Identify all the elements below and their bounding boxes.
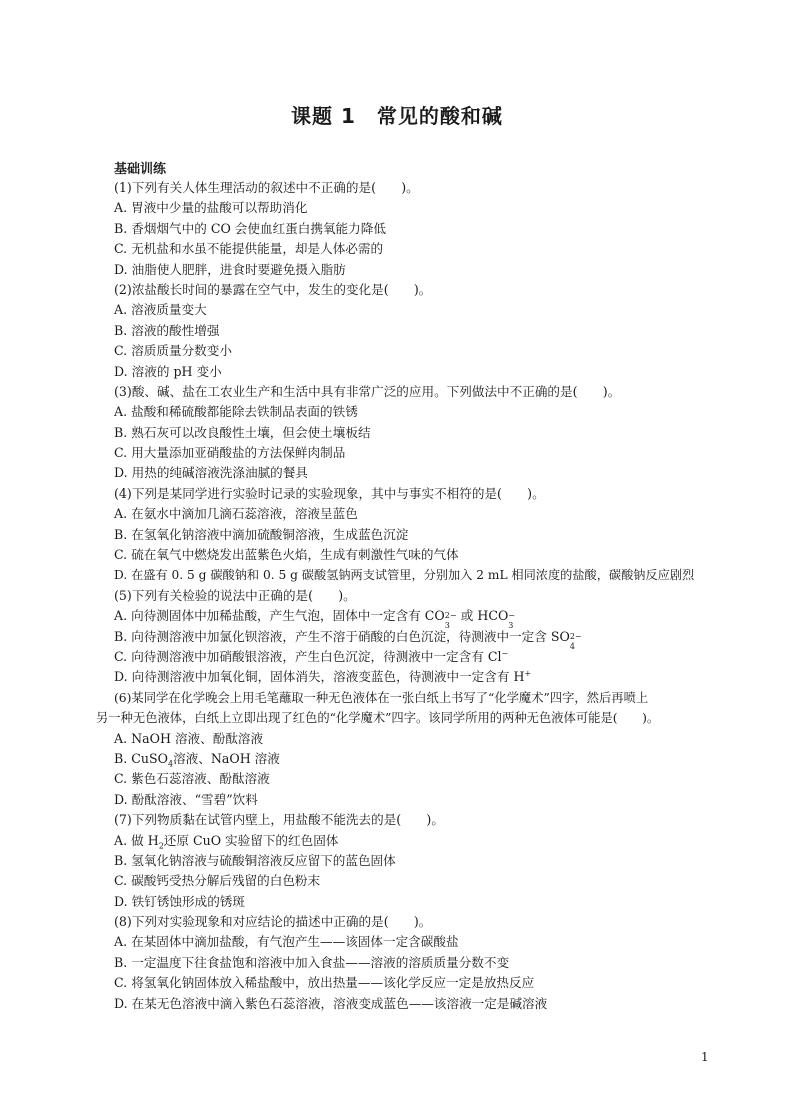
- superscript: −: [501, 648, 509, 658]
- option-8a: A. 在某固体中滴加盐酸，有气泡产生——该固体一定含碳酸盐: [114, 934, 459, 950]
- superscript: +: [524, 669, 532, 679]
- option-5a: A. 向待测固体中加稀盐酸，产生气泡，固体中一定含有 CO 2− 3 或 HCO − 3: [114, 608, 515, 631]
- option-6c: C. 紫色石蕊溶液、酚酞溶液: [114, 771, 270, 787]
- question-6-stem-line1: (6)某同学在化学晚会上用毛笔蘸取一种无色液体在一张白纸上书写了“化学魔术”四字，然后再喷上: [114, 690, 649, 705]
- option-2a: A. 溶液质量变大: [114, 302, 207, 318]
- option-8c: C. 将氢氧化钠固体放入稀盐酸中，放出热量——该化学反应一定是放热反应: [114, 975, 535, 991]
- option-5b: B. 向待测溶液中加氯化钡溶液，产生不溶于硝酸的白色沉淀，待测液中一定含 SO 2− 4: [114, 628, 582, 651]
- option-1c: C. 无机盐和水虽不能提供能量，却是人体必需的: [114, 241, 384, 257]
- option-4b: B. 在氢氧化钠溶液中滴加硫酸铜溶液，生成蓝色沉淀: [114, 526, 409, 542]
- option-3b: B. 熟石灰可以改良酸性土壤，但会使土壤板结: [114, 424, 371, 440]
- option-1b: B. 香烟烟气中的 CO 会使血红蛋白携氧能力降低: [114, 220, 386, 236]
- option-7a-rest: 还原 CuO 实验留下的红色固体: [163, 832, 339, 848]
- option-7a: [114, 831, 714, 851]
- question-6-stem-line2: 另一种无色液体，白纸上立即出现了红色的“化学魔术”四字。该同学所用的两种无色液体可能是( )。: [96, 711, 660, 726]
- section-heading: 基础训练: [114, 162, 167, 177]
- option-4a: A. 在氨水中滴加几滴石蕊溶液，溶液呈蓝色: [114, 506, 358, 522]
- option-5c: [114, 647, 714, 667]
- option-6a: A. NaOH 溶液、酚酞溶液: [114, 730, 264, 746]
- subscript: 2: [158, 841, 164, 851]
- question-5-stem: (5)下列有关检验的说法中正确的是( )。: [114, 587, 356, 603]
- option-6b: [114, 749, 714, 769]
- option-7c: C. 碳酸钙受热分解后残留的白色粉末: [114, 873, 321, 889]
- option-5d-text: D. 向待测溶液中加氧化铜，固体消失，溶液变蓝色，待测液中一定含有 H: [114, 669, 525, 685]
- question-4-stem: (4)下列是某同学进行实验时记录的实验现象，其中与事实不相符的是( )。: [114, 485, 545, 501]
- option-8b: B. 一定温度下往食盐饱和溶液中加入食盐——溶液的溶质质量分数不变: [114, 954, 510, 970]
- option-7b: B. 氢氧化钠溶液与硫酸铜溶液反应留下的蓝色固体: [114, 852, 396, 868]
- option-3a: A. 盐酸和稀硫酸都能除去铁制品表面的铁锈: [114, 404, 358, 420]
- option-6b-prefix: B. CuSO: [114, 750, 168, 766]
- option-2c: C. 溶质质量分数变小: [114, 343, 232, 359]
- page-title: 课题 1 常见的酸和碱: [291, 104, 503, 128]
- option-6d: D. 酚酞溶液、“雪碧”饮料: [114, 791, 258, 807]
- question-2-stem: (2)浓盐酸长时间的暴露在空气中，发生的变化是( )。: [114, 281, 432, 297]
- option-7d: D. 铁钉锈蚀形成的锈斑: [114, 893, 245, 909]
- option-2b: B. 溶液的酸性增强: [114, 322, 220, 338]
- option-7a-prefix: A. 做 H: [114, 832, 159, 848]
- option-5d: [114, 667, 714, 687]
- option-5c-text: C. 向待测溶液中加硝酸银溶液，产生白色沉淀，待测液中一定含有 Cl: [114, 648, 502, 664]
- option-1a: A. 胃液中少量的盐酸可以帮助消化: [114, 200, 308, 216]
- question-3-stem: (3)酸、碱、盐在工农业生产和生活中具有非常广泛的应用。下列做法中不正确的是( )。: [114, 383, 621, 399]
- option-5a-mid: 或 HCO: [456, 608, 509, 624]
- page-number: 1: [701, 1050, 709, 1064]
- subscript: 4: [167, 759, 174, 769]
- question-8-stem: (8)下列对实验现象和对应结论的描述中正确的是( )。: [114, 914, 432, 930]
- option-6b-rest: 溶液、NaOH 溶液: [173, 750, 280, 766]
- option-2d: D. 溶液的 pH 变小: [114, 363, 222, 379]
- question-1-stem: (1)下列有关人体生理活动的叙述中不正确的是( )。: [114, 180, 419, 195]
- option-3c: C. 用大量添加亚硝酸盐的方法保鲜肉制品: [114, 445, 346, 461]
- option-8d: D. 在某无色溶液中滴入紫色石蕊溶液，溶液变成蓝色——该溶液一定是碱溶液: [114, 995, 548, 1011]
- option-5b-text: B. 向待测溶液中加氯化钡溶液，产生不溶于硝酸的白色沉淀，待测液中一定含 SO: [114, 628, 570, 644]
- question-7-stem: (7)下列物质黏在试管内壁上，用盐酸不能洗去的是( )。: [114, 812, 444, 828]
- option-4c: C. 硫在氧气中燃烧发出蓝紫色火焰，生成有刺激性气味的气体: [114, 547, 459, 563]
- option-3d: D. 用热的纯碱溶液洗涤油腻的餐具: [114, 465, 308, 481]
- exercise-body: [96, 178, 714, 1014]
- option-5a-text: A. 向待测固体中加稀盐酸，产生气泡，固体中一定含有 CO: [114, 608, 445, 624]
- option-1d: D. 油脂使人肥胖，进食时要避免摄入脂肪: [114, 261, 346, 277]
- option-4d: D. 在盛有 0. 5 g 碳酸钠和 0. 5 g 碳酸氢钠两支试管里，分别加入 2 mL 相同浓度的盐酸，碳酸钠反应剧烈: [114, 568, 695, 583]
